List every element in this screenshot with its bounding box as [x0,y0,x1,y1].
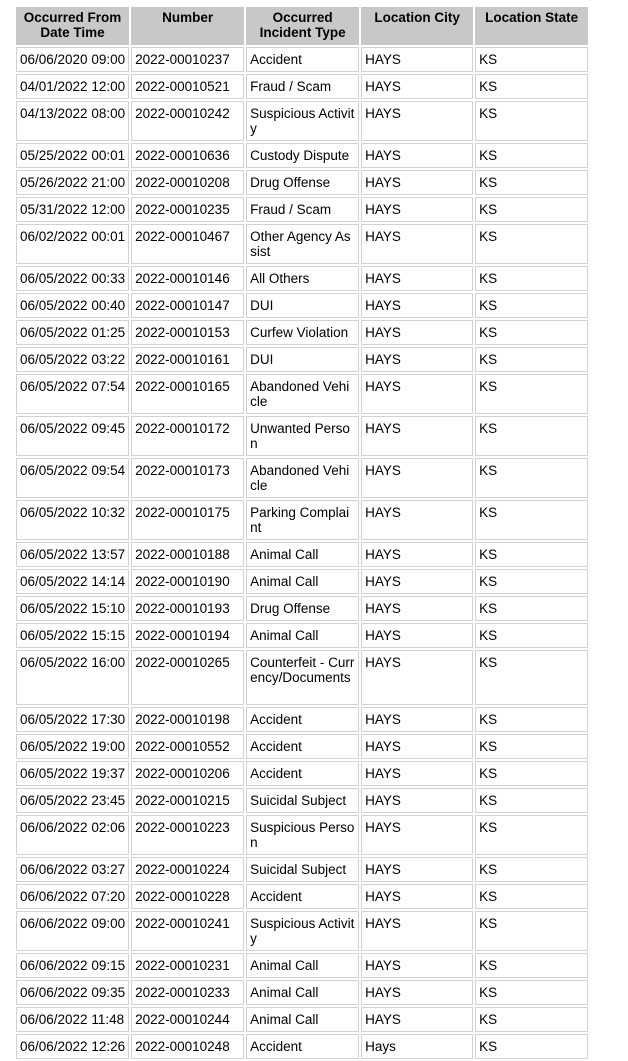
cell-number: 2022-00010193 [131,596,244,621]
table-row [16,761,588,786]
cell-incident-type: Accident [246,707,359,732]
cell-incident-type: Fraud / Scam [246,197,359,222]
cell-state: KS [475,320,588,345]
cell-city: HAYS [361,953,473,978]
cell-date-time: 05/26/2022 21:00 [16,170,129,195]
cell-date-time: 06/05/2022 17:30 [16,707,129,732]
table-header-row [16,7,588,45]
incident-report [14,5,590,1061]
cell-incident-type: Accident [246,47,359,72]
cell-city: HAYS [361,596,473,621]
cell-number: 2022-00010224 [131,857,244,882]
cell-state: KS [475,596,588,621]
cell-state: KS [475,47,588,72]
cell-state: KS [475,374,588,414]
cell-date-time: 05/25/2022 00:01 [16,143,129,168]
cell-city: HAYS [361,374,473,414]
cell-state: KS [475,788,588,813]
cell-date-time: 06/06/2022 09:15 [16,953,129,978]
cell-incident-type: Animal Call [246,953,359,978]
cell-number: 2022-00010521 [131,74,244,99]
cell-date-time: 06/05/2022 19:00 [16,734,129,759]
column-header-number: Number [131,7,244,45]
cell-incident-type: Animal Call [246,542,359,567]
cell-incident-type: Abandoned Vehicle [246,458,359,498]
cell-city: HAYS [361,1007,473,1032]
cell-state: KS [475,650,588,705]
table-row [16,1034,588,1059]
cell-city: HAYS [361,542,473,567]
table-row [16,374,588,414]
table-row [16,569,588,594]
cell-city: HAYS [361,911,473,951]
cell-incident-type: Accident [246,1034,359,1059]
cell-date-time: 06/06/2022 12:26 [16,1034,129,1059]
cell-city: HAYS [361,197,473,222]
cell-number: 2022-00010161 [131,347,244,372]
cell-state: KS [475,980,588,1005]
cell-date-time: 06/06/2022 09:00 [16,911,129,951]
cell-state: KS [475,170,588,195]
table-row [16,788,588,813]
cell-state: KS [475,101,588,141]
incident-table [14,5,590,1061]
cell-number: 2022-00010147 [131,293,244,318]
cell-state: KS [475,500,588,540]
cell-number: 2022-00010172 [131,416,244,456]
cell-incident-type: Fraud / Scam [246,74,359,99]
cell-date-time: 06/05/2022 10:32 [16,500,129,540]
table-row [16,650,588,705]
table-body [16,47,588,1059]
cell-city: HAYS [361,347,473,372]
cell-city: HAYS [361,623,473,648]
cell-city: HAYS [361,980,473,1005]
cell-city: HAYS [361,857,473,882]
cell-date-time: 06/06/2022 03:27 [16,857,129,882]
cell-incident-type: DUI [246,347,359,372]
cell-city: HAYS [361,650,473,705]
cell-city: HAYS [361,707,473,732]
cell-number: 2022-00010146 [131,266,244,291]
table-row [16,884,588,909]
cell-incident-type: Suspicious Activity [246,911,359,951]
cell-date-time: 06/05/2022 15:15 [16,623,129,648]
cell-number: 2022-00010636 [131,143,244,168]
cell-state: KS [475,416,588,456]
cell-incident-type: Suspicious Person [246,815,359,855]
cell-state: KS [475,707,588,732]
table-row [16,143,588,168]
cell-number: 2022-00010190 [131,569,244,594]
cell-state: KS [475,911,588,951]
table-row [16,911,588,951]
cell-date-time: 04/13/2022 08:00 [16,101,129,141]
table-row [16,101,588,141]
cell-city: HAYS [361,143,473,168]
cell-number: 2022-00010165 [131,374,244,414]
cell-number: 2022-00010248 [131,1034,244,1059]
cell-number: 2022-00010237 [131,47,244,72]
cell-incident-type: Drug Offense [246,170,359,195]
cell-incident-type: DUI [246,293,359,318]
cell-state: KS [475,1034,588,1059]
cell-date-time: 06/06/2022 07:20 [16,884,129,909]
table-row [16,1007,588,1032]
cell-incident-type: Abandoned Vehicle [246,374,359,414]
cell-incident-type: Parking Complaint [246,500,359,540]
cell-state: KS [475,761,588,786]
cell-state: KS [475,569,588,594]
table-row [16,416,588,456]
cell-state: KS [475,884,588,909]
cell-number: 2022-00010194 [131,623,244,648]
table-row [16,953,588,978]
table-row [16,815,588,855]
cell-state: KS [475,857,588,882]
cell-state: KS [475,143,588,168]
cell-date-time: 06/05/2022 13:57 [16,542,129,567]
cell-date-time: 04/01/2022 12:00 [16,74,129,99]
table-row [16,857,588,882]
cell-incident-type: Drug Offense [246,596,359,621]
table-row [16,734,588,759]
cell-date-time: 06/05/2022 07:54 [16,374,129,414]
cell-number: 2022-00010242 [131,101,244,141]
cell-city: HAYS [361,761,473,786]
cell-city: HAYS [361,320,473,345]
cell-city: HAYS [361,266,473,291]
cell-state: KS [475,224,588,264]
cell-date-time: 06/05/2022 00:40 [16,293,129,318]
cell-number: 2022-00010552 [131,734,244,759]
cell-city: HAYS [361,569,473,594]
cell-state: KS [475,347,588,372]
cell-city: HAYS [361,293,473,318]
cell-number: 2022-00010233 [131,980,244,1005]
cell-date-time: 06/05/2022 16:00 [16,650,129,705]
cell-city: Hays [361,1034,473,1059]
cell-date-time: 06/05/2022 00:33 [16,266,129,291]
cell-city: HAYS [361,170,473,195]
cell-date-time: 06/06/2020 09:00 [16,47,129,72]
cell-date-time: 06/05/2022 09:54 [16,458,129,498]
cell-state: KS [475,197,588,222]
cell-date-time: 05/31/2022 12:00 [16,197,129,222]
cell-city: HAYS [361,500,473,540]
column-header-incident-type: Occurred Incident Type [246,7,359,45]
cell-city: HAYS [361,416,473,456]
cell-date-time: 06/05/2022 01:25 [16,320,129,345]
table-row [16,170,588,195]
table-row [16,320,588,345]
cell-number: 2022-00010188 [131,542,244,567]
cell-state: KS [475,458,588,498]
cell-incident-type: Other Agency Assist [246,224,359,264]
table-row [16,542,588,567]
cell-city: HAYS [361,815,473,855]
table-row [16,197,588,222]
cell-number: 2022-00010241 [131,911,244,951]
cell-number: 2022-00010265 [131,650,244,705]
cell-incident-type: Unwanted Person [246,416,359,456]
table-row [16,74,588,99]
cell-number: 2022-00010206 [131,761,244,786]
column-header-state: Location State [475,7,588,45]
cell-city: HAYS [361,884,473,909]
cell-date-time: 06/05/2022 19:37 [16,761,129,786]
cell-state: KS [475,623,588,648]
cell-city: HAYS [361,788,473,813]
cell-date-time: 06/05/2022 14:14 [16,569,129,594]
table-row [16,293,588,318]
cell-incident-type: Accident [246,884,359,909]
cell-incident-type: Accident [246,761,359,786]
cell-date-time: 06/06/2022 09:35 [16,980,129,1005]
cell-city: HAYS [361,74,473,99]
cell-incident-type: Custody Dispute [246,143,359,168]
table-row [16,266,588,291]
cell-state: KS [475,953,588,978]
cell-incident-type: Curfew Violation [246,320,359,345]
cell-date-time: 06/02/2022 00:01 [16,224,129,264]
cell-incident-type: Suicidal Subject [246,857,359,882]
column-header-city: Location City [361,7,473,45]
cell-number: 2022-00010208 [131,170,244,195]
table-row [16,596,588,621]
cell-number: 2022-00010467 [131,224,244,264]
cell-incident-type: Suspicious Activity [246,101,359,141]
cell-number: 2022-00010231 [131,953,244,978]
cell-number: 2022-00010175 [131,500,244,540]
cell-date-time: 06/05/2022 15:10 [16,596,129,621]
cell-date-time: 06/06/2022 02:06 [16,815,129,855]
cell-city: HAYS [361,458,473,498]
cell-number: 2022-00010215 [131,788,244,813]
table-row [16,707,588,732]
cell-incident-type: Animal Call [246,569,359,594]
cell-incident-type: Animal Call [246,1007,359,1032]
cell-date-time: 06/05/2022 03:22 [16,347,129,372]
cell-number: 2022-00010153 [131,320,244,345]
cell-number: 2022-00010198 [131,707,244,732]
cell-incident-type: Counterfeit - Currency/Documents [246,650,359,705]
cell-city: HAYS [361,47,473,72]
cell-date-time: 06/06/2022 11:48 [16,1007,129,1032]
table-row [16,500,588,540]
table-row [16,347,588,372]
cell-date-time: 06/05/2022 23:45 [16,788,129,813]
cell-state: KS [475,266,588,291]
cell-state: KS [475,542,588,567]
cell-date-time: 06/05/2022 09:45 [16,416,129,456]
table-row [16,458,588,498]
cell-city: HAYS [361,101,473,141]
cell-number: 2022-00010235 [131,197,244,222]
table-row [16,980,588,1005]
table-row [16,623,588,648]
cell-number: 2022-00010228 [131,884,244,909]
cell-number: 2022-00010244 [131,1007,244,1032]
cell-state: KS [475,815,588,855]
table-row [16,224,588,264]
cell-incident-type: Suicidal Subject [246,788,359,813]
cell-city: HAYS [361,224,473,264]
cell-city: HAYS [361,734,473,759]
column-header-date-time: Occurred From Date Time [16,7,129,45]
cell-state: KS [475,293,588,318]
cell-state: KS [475,74,588,99]
cell-state: KS [475,734,588,759]
cell-state: KS [475,1007,588,1032]
table-row [16,47,588,72]
cell-incident-type: All Others [246,266,359,291]
cell-number: 2022-00010223 [131,815,244,855]
cell-number: 2022-00010173 [131,458,244,498]
cell-incident-type: Animal Call [246,623,359,648]
cell-incident-type: Accident [246,734,359,759]
cell-incident-type: Animal Call [246,980,359,1005]
